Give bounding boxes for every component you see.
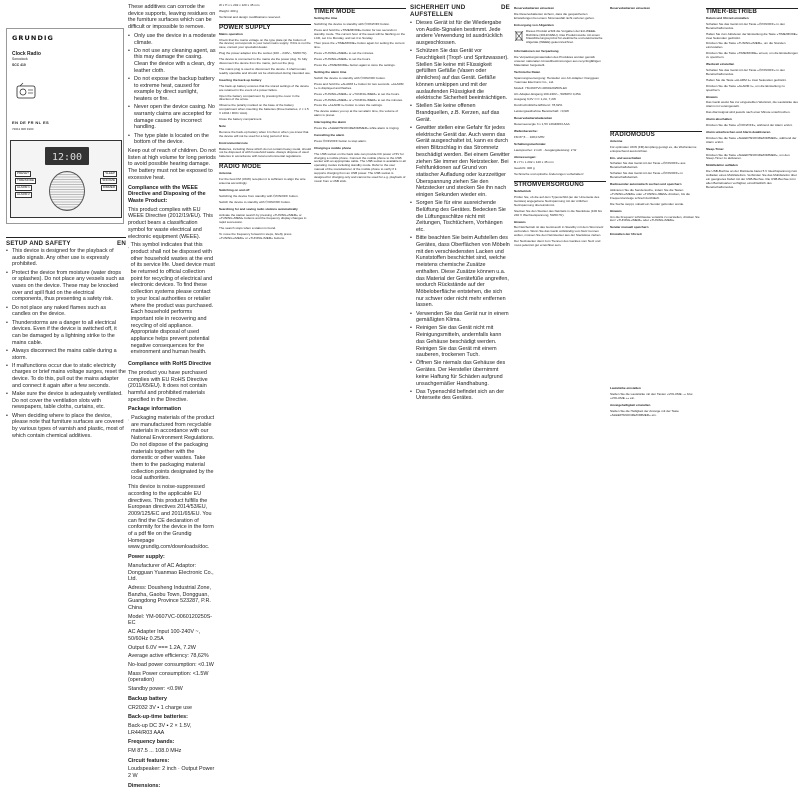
backup-step: Open the battery compartment by pressing the cover in the direction of the arrow. <box>219 95 311 103</box>
safety-item: • Protect the device from moisture (water drops or splashes). Do not place any vessels such as vases on the device. These may be knocked over and spill fluid on the electrical components, thus presenting a safety risk. <box>6 270 126 304</box>
antenna-title: Antenna <box>219 172 311 176</box>
device-label-preset: PRESET <box>15 171 31 177</box>
de-backup-title: Reservebatterien einsetzen <box>514 7 606 11</box>
search-title: Searching for and saving radio stations automatically <box>219 208 311 212</box>
part-number: 72011 906 9100 <box>12 127 33 131</box>
de-tech-title: Technische Daten <box>514 71 606 75</box>
battery-note-title: Back-up-time batteries: <box>128 714 216 721</box>
de-env-title: Entsorgung von Altgeräten <box>514 24 606 28</box>
package-text: Packaging materials of the product are manufactured from recyclable materials in accordance with our National Environment Regulations. Do not dispose of the packaging materials together with the domestic or other wastes. Take them to the packaging material collection points designated by the local authorities. <box>131 415 216 482</box>
de-reserve-text: Reserveenergie 3 x 1,5V LR44/R03 AAA <box>514 123 606 127</box>
de-radio-hinweis-title: Hinweis <box>610 210 702 214</box>
unterbr-text: Drücken Sie die Taste »SLEEP/SNOOZE/DIMMER«, während der Alarm ertönt. <box>706 137 798 145</box>
column-timer-betrieb <box>706 4 798 571</box>
de-wellen-text: FM 87,5 ... 108,0 MHz <box>514 136 606 140</box>
de-timer-hinweis-item: Das Alarmsignal wird jeweils nach einer Minute unterbrochen. <box>706 111 798 115</box>
safety-cont-para: These additives can corrode the device supports, leaving residues on the furniture surfaces which can be difficult or impossible to remove. <box>128 4 216 31</box>
ce-text: This device is noise-suppressed according to the applicable EU directives. This product fulfills the European directives 2014/53/EU, 2009/125/EC and 2011/65/EU. You can find the CE declaration of conformity for the device in the form of a pdf file on the Grundig Homepage www.grundig.com/downloads/doc. <box>128 484 216 551</box>
charging-title: Charging a mobile phone <box>314 147 406 151</box>
mains-title: Mains operation <box>219 33 311 37</box>
safety-item: • If malfunctions occur due to static electricity charges or brief mains voltage surges, reset the device. To do this, pull out the mains adapter and connect it again after a few seconds. <box>6 363 126 390</box>
battery-title: Backup battery <box>128 696 216 703</box>
de-schalt-text: Lautsprecher: 2 inch · Ausgangsleistung: 2 W <box>514 149 606 153</box>
sleep-text: Drücken Sie die Taste »SLEEP/SNOOZE/DIMMER«, um den Sleep-Timer zu aktivieren. <box>706 154 798 162</box>
time-step: Press »TUNING+/MEM« to set the minutes. <box>314 52 406 56</box>
weee-bin-icon <box>128 242 129 254</box>
column-stromversorgung <box>514 4 606 571</box>
spec-line: Average active efficiency: 78,62% <box>128 653 216 660</box>
alarm-step: Press the »ALARM 1« button to store the settings. <box>314 104 406 108</box>
charging-text: The USB socket on the back side can provide DC power of 5V for charging a mobile phone. Connect the mobile phone to the USB socket with an appropriate cable. The USB socket is available in all operating modes including standby mode. Refer to the user manual of the manufacturer of the mobile phone to verify if it supports charging from an USB power. The USB socket is designed for charging only and cannot be used for e.g. playback of music from a USB stick. <box>314 153 406 184</box>
lautst-text: Stellen Sie die Lautstärke mit den Tasten »VOLUME –« bzw. »VOLUME +« ein. <box>610 393 702 401</box>
weee-text: This product complies with EU WEEE Directive (2012/19/EU). This product bears a classification symbol for waste electrical and electronic equipment (WEEE). <box>128 207 216 241</box>
safety-lang-code: EN <box>117 240 126 247</box>
rohs-title: Compliance with RoHS Directive <box>128 361 216 368</box>
circuit-text: Loudspeaker: 2 inch · Output Power 2 W <box>128 766 216 779</box>
de-wellen-title: Wellenbereiche: <box>514 130 606 134</box>
sicherheit-item: • Dieses Gerät ist für die Wiedergabe von Audio-Signalen bestimmt. Jede andere Verwendung ist ausdrücklich ausgeschlossen. <box>410 20 510 47</box>
device-speaker-grille <box>49 171 85 211</box>
freq-text: FM 87.5 ... 108.0 MHz <box>128 748 216 755</box>
product-title: Clock Radio <box>12 51 41 57</box>
onoff-step: Switch the device to standby with ⏻/ON/OFF button. <box>219 201 311 205</box>
power-text: Manufacturer of AC Adaptor: Dongguan Yuanmao Electronic Co., Ltd. <box>128 563 216 583</box>
de-timer-hinweis-item: Das Gerät weckt Sie zur eingestellten Weckzeit, die Lautstärke des Alarms ist voreingestellt. <box>706 101 798 109</box>
helligkeit-title: Anzeigehelligkeit einstellen <box>610 404 702 408</box>
onoff-step: Switching the device from standby with ⏻/ON/OFF button. <box>219 195 311 199</box>
sicherheit-item: • Reinigen Sie das Gerät nicht mit Reinigungsmitteln, andernfalls kann das Gehäuse beschädigt werden. Reinigen Sie das Gerät mit einem sauberen, trockenen Tuch. <box>410 325 510 359</box>
datum-step: Drücken Sie die Taste »TIME/MODE« erneut, um die Einstellungen zu speichern. <box>706 52 798 60</box>
de-radio-hinweis-text: Um die Frequenz schrittweise vorwärts zu verstellen, drücken Sie kurz »TUNING+/MEM« oder »TUNING-/MEM«. <box>610 216 702 224</box>
weckzeit-title: Weckzeit einstellen <box>706 63 798 67</box>
alarm-step: Switch the device to standby with ⏻/ON/OFF button. <box>314 77 406 81</box>
package-title: Package information <box>128 406 216 413</box>
spec-line: Output 6.0V === 1.2A, 7.2W <box>128 645 216 652</box>
sleep-title: Sleep-Timer <box>706 148 798 152</box>
model-number: SCC 410 <box>12 63 26 67</box>
safety-cont-item: • Only use the device in a moderate climate. <box>128 33 216 46</box>
safety-item: • Always disconnect the mains cable during a storm. <box>6 348 126 361</box>
speichern-title: Sender manuell speichern <box>610 226 702 230</box>
de-hinweis-item: Bei Netzbetrieb ist das Gerät auch in Standby mit dem Stromnetz verbunden. Wenn Sie das Gerät vollständig vom Netz trennen wollen, müssen Sie den Netzstecker aus der Steckdose ziehen. <box>514 226 606 238</box>
note-item: Batteries, including those which do not contain heavy metal, should not be disposed of with household waste. Always dispose of used batteries in accordance with local environmental regulations. <box>219 148 311 160</box>
stromversorgung-title: STROMVERSORGUNG <box>514 181 606 187</box>
sicherheit-item: • Das Typenschild befindet sich an der Unterseite des Gerätes. <box>410 389 510 402</box>
sicherheit-item: • Bitte beachten Sie beim Aufstellen des Gerätes, dass Oberflächen von Möbeln mit den verschiedensten Lacken und Kunststoffen beschichtet sind, welche meistens chemische Zusätze enthalten. Diese Zusätze können u.a. das Material der Gerätefüße angreifen, wodurch Rückstände auf der Möbeloberfläche entstehen, die sich nur schwer oder nicht mehr entfernen lassen. <box>410 235 510 309</box>
display-digits-icon <box>45 147 89 165</box>
language-codes: EN DE FR NL ES <box>12 120 49 125</box>
time-step: Switching the device to standby with ⏻/ON/OFF button. <box>314 23 406 27</box>
de-abm-text: B x H x L 202 x 120 x 45 mm <box>514 161 606 165</box>
search-note: To move the frequency forward in steps, briefly press »TUNING+/MEM« or »TUNING-/MEM« buttons. <box>219 233 311 241</box>
lautst-title: Lautstärke einstellen <box>610 387 702 391</box>
sicherheit-item: • Gewitter stellen eine Gefahr für jedes elektrische Gerät dar. Auch wenn das Gerät ausgeschaltet ist, kann es durch einen Blitzschlag in das Stromnetz beschädigt werden. Bei einem Gewitter ziehen Sie immer den Netzstecker. Bei Fehlfunktionen auf Grund von statischer Aufladung oder kurzzeitiger Überspannung ziehen Sie den Netzstecker und stecken Sie ihn nach einigen Sekunden wieder ein. <box>410 125 510 199</box>
search-step: Activate the station search by pressing »TUNING+/MEM« or »TUNING-/MEM« buttons and the frequency display changes in rapid succession. <box>219 214 311 226</box>
column-power-radio <box>219 4 311 571</box>
safety-cont-item: • Do not use any cleaning agent, as this may damage the casing. Clean the device with a clean, dry leather cloth. <box>128 48 216 75</box>
product-subtitle: Sonoclock <box>12 57 28 61</box>
safety-cont-item: • Never open the device casing. No warranty claims are accepted for damage caused by incorrect handling. <box>128 104 216 131</box>
sender-step: Aktivieren Sie die Sendersuche, indem Sie die Tasten »TUNING+/MEM« oder »TUNING-/MEM« drücken, bis die Frequenzanzeige schnell durchläuft. <box>610 189 702 201</box>
column-timer <box>314 4 406 571</box>
power-address: Adress: Dousheng Industrial Zone, Banzha, Gaobu Town, Dongguan, Guangdong Province 523287, P.R. China <box>128 585 216 612</box>
safety-item: • Do not place any naked flames such as candles on the device. <box>6 305 126 318</box>
note-item: Remove the back-up battery when it is flat or when you know that the device will not be used for a long period of time. <box>219 131 311 139</box>
de-tech-item: Ausgang 6,0V === 1,2A, 7,2W <box>514 98 606 102</box>
backup-step: Observe the polarity marked on the base of the battery compartment when inserting the batteries (three batteries, 2 × 1.5 V LR44 / R03 / AAA). <box>219 104 311 116</box>
device-label-alarm2: ALARM 2 <box>15 192 32 198</box>
sicherheit-item: • Verwenden Sie das Gerät nur in einem gemäßigten Klima. <box>410 311 510 324</box>
safety-item: • Make sure the device is adequately ventilated. Do not cover the ventilation slots with newspapers, table cloths, curtains, etc. <box>6 391 126 411</box>
cancel-title: Cancelling the alarm <box>314 134 406 138</box>
column-radiomodus <box>610 4 702 571</box>
de-env-text: Dieses Produkt erfüllt die Vorgaben der EU-WEEE-Richtlinie (2012/19/EU). Das Produkt wurde mit einem Klassifizierungssymbol für elektrische und elektronische Altgeräte (WEEE) gekennzeichnet. <box>526 30 606 46</box>
safety-item: • Thunderstorms are a danger to all electrical devices. Even if the device is switched off, it can be damaged by a lightning strike to the mains cable. <box>6 320 126 347</box>
sicherheit-item: • Öffnen Sie niemals das Gehäuse des Gerätes. Der Hersteller übernimmt keine Haftung für Schäden aufgrund unsachgemäßer Handhabung. <box>410 360 510 387</box>
safety-section-title <box>6 237 126 247</box>
spec-line: Model: YM-0607VC-0060120250S-EC <box>128 614 216 627</box>
sicherheit-item: • Sorgen Sie für eine ausreichende Belüftung des Gerätes. Bedecken Sie die Lüftungsschlitze nicht mit Zeitungen, Tischtüchern, Vorhängen etc. <box>410 200 510 234</box>
alarm-aus-title: Alarm abschalten <box>706 118 798 122</box>
device-display <box>45 147 89 165</box>
de-tech-item: Leistungsaufnahme Bereitschaft: <0,9W <box>514 110 606 114</box>
de-gewicht: Gewicht: 400 g <box>514 167 606 171</box>
tech-note: Technical and design modifications reserved. <box>219 16 311 20</box>
weight-text: Weight: 400 g <box>219 10 311 14</box>
device-label-timemode: TIME/MODE <box>15 178 36 184</box>
rohs-text: The product you have purchased complies with EU RoHS Directive (2011/65/EU). It does not contain harmful and prohibited materials specified in the Directive. <box>128 370 216 404</box>
sender-title: Radiosender automatisch suchen und speichern <box>610 183 702 187</box>
backup-text: The back-up battery ensures that the stored settings of the device are retained in the event of a power failure. <box>219 85 311 93</box>
datum-step: Drücken Sie die Taste »TUNING+/MEM«, um die Stunden einzustellen. <box>706 42 798 50</box>
de-timer-hinweis-title: Hinweis <box>706 96 798 100</box>
unterbr-title: Alarm unterbrechen und Alarm deaktivieren <box>706 131 798 135</box>
laden-title: Mobiltelefon aufladen <box>706 164 798 168</box>
einaus-title: Ein- und ausschalten <box>610 157 702 161</box>
note-item: Environmental note <box>219 142 311 146</box>
power-section-title: POWER SUPPLY <box>219 24 311 30</box>
alarm-step: Press »TUNING+/MEM« or »TUNING-/MEM« to set the minutes. <box>314 99 406 103</box>
alarm-aus-text: Drücken Sie die Taste »⏻/ON/OFF«, während der Alarm ertönt. <box>706 124 798 128</box>
de-hinweis-item: Der Netzstecker dient zum Trennen des Gerätes vom Netz und muss jederzeit gut erreichbar sein. <box>514 240 606 248</box>
search-step: The search stops when a station is found. <box>219 227 311 231</box>
weckzeit-step: Drücken Sie die Taste »ALARM 1«, um die Einstellung zu speichern. <box>706 85 798 93</box>
de-pkg-text: Die Verpackungsmaterialien des Produktes wurden gemäß unseren nationalen Umweltbestimmungen aus recyclingfähigen Materialien hergestellt. <box>514 56 606 68</box>
spec-line: Mass Power consumption: <1.5W (operation) <box>128 671 216 684</box>
device-label-snooze: SNOOZE <box>100 178 117 184</box>
device-illustration <box>10 140 122 218</box>
alarm-note: The device wakes you up at the set alarm time, the volume of alarm is preset. <box>314 110 406 118</box>
antenne-title: Antenne <box>610 140 702 144</box>
mains-step: The device is connected to the mains via the power plug. To fully disconnect the device from the mains, pull out the plug. <box>219 58 311 66</box>
time-step: Press the »TIME/MODE« button again to store the settings. <box>314 64 406 68</box>
einaus-step: Schalten Sie das Gerät mit der Taste »⏻/ON/OFF« in Bereitschaftsbetrieb. <box>610 172 702 180</box>
timer-betrieb-title: TIMER-BETRIEB <box>706 8 798 14</box>
radiomodus-title: RADIOMODUS <box>610 131 702 137</box>
de-tech-item: Spannungsversorgung: Hersteller von AC-Adapter: Dongguan Yuanmao Electronic Co., Ltd. <box>514 77 606 85</box>
svg-text:12:00: 12:00 <box>52 152 82 163</box>
dims-text: W x H x L 202 x 120 x 45 mm <box>219 4 311 8</box>
antenne-text: Für optimalen UKW (FM) Empfang genügt es, die Wurfantenne entsprechend auszurichten. <box>610 146 702 154</box>
de-tech-item: Modell: YM-0607VC-0060120250S-EC <box>514 87 606 91</box>
battery-text: CR2032 3V ▪ 1 charge use <box>128 705 216 712</box>
backup-title: Inserting the back-up battery <box>219 79 311 83</box>
interrupt-title: Interrupting the alarm <box>314 121 406 125</box>
interrupt-text: Press the »SLEEP/SNOOZE/DIMMER« while alarm is ringing. <box>314 127 406 131</box>
de-abm-title: Abmessungen: <box>514 156 606 160</box>
weckzeit-step: Halten Sie die Taste »ALARM 1« zwei Sekunden gedrückt. <box>706 79 798 83</box>
de-reserve-title: Reservebatterieladezeiten <box>514 117 606 121</box>
freq-title: Frequency bands: <box>128 739 216 746</box>
device-label-dimmer: DIMMER <box>101 185 117 191</box>
clock-radio-icon <box>16 82 36 100</box>
alarm-step: Press and hold the »ALARM 1« button for two seconds. »ALARM 1« is displayed and flashes. <box>314 83 406 91</box>
weee-symbol-text: This symbol indicates that this product shall not be disposed with other household wastes at the end of its service life. Used device must be returned to official collection point for recycling of electrical and electronic devices. To find these collection systems please contact to your local authorities or retailer where the product was purchased. Each household performs important role in recovering and recycling of old appliance. Appropriate disposal of used appliance helps prevent potential negative consequences for the environment and human health. <box>131 242 216 356</box>
radio-section-title: RADIO MODE <box>219 163 311 169</box>
de-tech-item: Durchschnittliche Effizienz: 78,62% <box>514 104 606 108</box>
safety-title-text: SETUP AND SAFETY <box>6 240 71 247</box>
warning-note: Keep out of reach of children. Do not listen at high volume for long periods to avoid possible hearing damage. The battery must not be exposed to excessive heat. <box>128 148 216 182</box>
netz-title: Netzbetrieb <box>514 190 606 194</box>
dim-title: Dimensions: <box>128 783 216 790</box>
de-reserve2-title: Reservebatterien einsetzen <box>610 7 702 11</box>
netz-step: Stecken Sie den Stecker des Netzteils in die Steckdose (100 bis 240 V Wechselspannung, 50/60 Hz). <box>514 210 606 218</box>
column-sicherheit <box>410 4 510 571</box>
datum-step: Schalten Sie das Gerät mit der Taste »⏻/ON/OFF« in den Bereitschaftsmodus. <box>706 23 798 31</box>
alarm-step: Press »TUNING+/MEM« or »TUNING-/MEM« to set the hours. <box>314 93 406 97</box>
recycle-icon <box>128 415 129 425</box>
backup-step: Close the battery compartment. <box>219 118 311 122</box>
mains-step: The mains plug is used to disconnect the device. It shall remain readily operable and should not be obstructed during intended use. <box>219 68 311 76</box>
brand-logo: GRUNDIG <box>12 34 54 42</box>
note-title: Note <box>219 125 311 129</box>
alarm-title: Setting the alarm time <box>314 71 406 75</box>
timer-section-title: TIMER MODE <box>314 8 406 14</box>
de-weee-bin-icon <box>514 30 524 42</box>
safety-item: • When deciding where to place the device, please note that furniture surfaces are covered by various types of varnish and plastic, most of which contain chemical additives. <box>6 413 126 440</box>
datum-step: Halten Sie zum Aktivieren der Einstellung die Taste »TIME/MODE« zwei Sekunden gedrückt. <box>706 33 798 41</box>
time-step: Press »TUNING+/MEM« to set the hours. <box>314 58 406 62</box>
circuit-title: Circuit features: <box>128 758 216 765</box>
battery-note: Back-up DC 3V ▪ 2 × 1.5V, LR44/R03 AAA <box>128 723 216 736</box>
column-cover-safety <box>4 0 128 567</box>
sicherheit-item: • Schützen Sie das Gerät vor Feuchtigkeit (Tropf- und Spritzwasser). Stellen Sie keine mit Flüssigkeit gefüllten Gefäße (Vasen oder ähnliches) auf das Gerät. Gefäße können umkippen und mit der auslaufenden Flüssigkeit die elektrische Sicherheit beeinträchtigen. <box>410 48 510 102</box>
sicherheit-item: • Stellen Sie keine offenen Brandquellen, z.B. Kerzen, auf das Gerät. <box>410 103 510 123</box>
de-schalt-title: Schaltungsmerkmale: <box>514 143 606 147</box>
safety-list <box>6 248 126 441</box>
mains-text: Check that the mains voltage on the type plate (at the bottom of the device) corresponds to your local mains supply. If this is not the case, contact your specialist dealer. <box>219 39 311 51</box>
cancel-text: Press ⏻/ON/OFF button to stop alarm. <box>314 140 406 144</box>
power-title: Power supply: <box>128 554 216 561</box>
helligkeit-text: Stellen Sie die Helligkeit der Anzeige mit der Taste »SLEEP/SNOOZE/DIMMER« ein. <box>610 410 702 418</box>
zeit-title: Einstellen der Uhrzeit <box>610 233 702 237</box>
de-hinweis-title: Hinweis <box>514 221 606 225</box>
device-label-alarm1: ALARM 1 <box>15 185 32 191</box>
column-safety-continued <box>128 4 216 571</box>
sicherheit-lang-code: DE <box>501 4 510 18</box>
safety-cont-item: • Do not expose the backup battery to extreme heat, caused for example by direct sunlight, heaters or fire. <box>128 76 216 103</box>
de-pkg-title: Informationen zur Verpackung <box>514 50 606 54</box>
spec-line: AC Adapter Input 100-240V ~, 50/60Hz 0.25A <box>128 629 216 642</box>
sicherheit-title <box>410 4 510 18</box>
einaus-step: Schalten Sie das Gerät mit der Taste »⏻/ON/OFF« aus Bereitschaftsbetrieb. <box>610 162 702 170</box>
de-backup-text: Die Reservebatterien sichern, dass die gespeicherten Einstellungen bei einem Stromausfall nicht verloren gehen. <box>514 13 606 21</box>
laden-text: Die USB-Buchse an der Rückseite bietet 5 V Gleichspannung zum Aufladen eines Mobiltelefons. Verbinden Sie das Mobiltelefon über ein geeignetes Kabel mit der USB-Buchse. Die USB-Buchse ist in allen Betriebsarten verfügbar, einschließlich des Bereitschaftsmodus. <box>706 170 798 190</box>
time-title: Setting the time <box>314 17 406 21</box>
sender-step: Die Suche stoppt, sobald ein Sender gefunden wurde. <box>610 203 702 207</box>
de-technote: Technische und optische Änderungen vorbehalten! <box>514 173 606 177</box>
spec-line: No-load power consumption: <0.1W <box>128 662 216 669</box>
datum-title: Datum und Uhrzeit einstellen <box>706 17 798 21</box>
mains-step: Plug the power adapter into the socket (100 – 240V~, 50/60 Hz). <box>219 52 311 56</box>
weckzeit-step: Schalten Sie das Gerät mit der Taste »⏻/ON/OFF« in den Bereitschaftsmodus. <box>706 69 798 77</box>
time-step: Press and hold the »TIME/MODE« button for two seconds in standby mode. The current hour of the week will be flashing on the LCD, set it to Monday, and set it to Sunday. <box>314 29 406 41</box>
safety-cont-item: • The type plate is located on the bottom of the device. <box>128 133 216 146</box>
time-step: Then press the »TIME/MODE« button again for setting the current time. <box>314 42 406 50</box>
sicherheit-title-text: SICHERHEIT UND AUFSTELLEN <box>410 4 501 18</box>
safety-item: • This device is designed for the playback of audio signals. Any other use is expressly prohibited. <box>6 248 126 268</box>
netz-text: Prüfen Sie, ob die auf dem Typenschild (an der Unterseite des Gerätes) angegebene Netzspannung mit der örtlichen Netzspannung übereinstimmt. <box>514 196 606 208</box>
spec-line: Standby power: <0.9W <box>128 686 216 693</box>
weee-title: Compliance with the WEEE Directive and Disposing of the Waste Product: <box>128 185 216 205</box>
de-tech-item: AC-Adapter-Eingang 100-240V~, 50/60Hz 0,25A <box>514 93 606 97</box>
onoff-title: Switching on and off <box>219 189 311 193</box>
antenna-text: For the best FM (UKW) reception it is sufficient to align the wire antenna accordingly. <box>219 178 311 186</box>
device-label-sleep: SLEEP <box>103 171 117 177</box>
